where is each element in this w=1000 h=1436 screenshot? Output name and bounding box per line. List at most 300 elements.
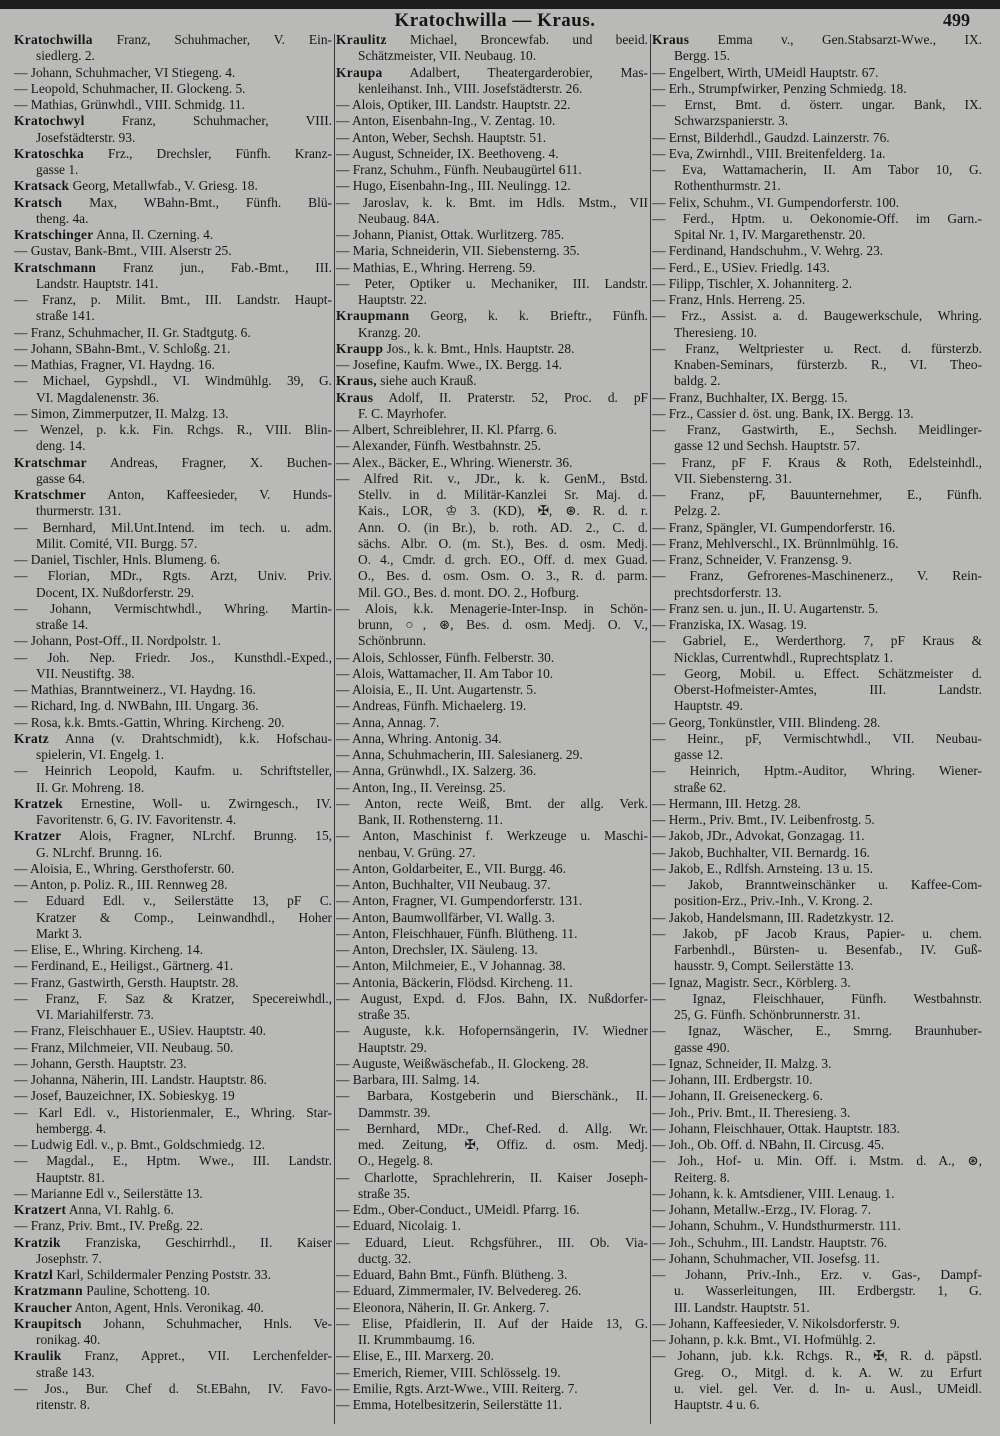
entry-text: — Anna, Whring. Antonig. 34.: [336, 730, 502, 746]
entry-line: [14, 211, 332, 227]
entry-line: [336, 130, 648, 146]
entry-line: [652, 227, 982, 243]
entry-line: [652, 390, 982, 406]
entry-line: [336, 1348, 648, 1364]
entry-line: [652, 373, 982, 389]
entry-line: [336, 503, 648, 519]
entry-text: Ann. O. (in Br.), b. roth. AD. 2., C. d.: [358, 519, 648, 535]
directory-entry: [336, 666, 648, 682]
directory-entry: [14, 113, 332, 146]
entry-surname: Kratschmar: [14, 454, 87, 470]
entry-line: [652, 130, 982, 146]
entry-line: [652, 520, 982, 536]
entry-text: — Aloisia, E., Whring. Gersthoferstr. 60.: [14, 860, 235, 876]
entry-line: [336, 227, 648, 243]
entry-text: — Daniel, Tischler, Hnls. Blumeng. 6.: [14, 552, 221, 567]
entry-line: [14, 1267, 332, 1283]
entry-line: [336, 1251, 648, 1267]
entry-line: [14, 1397, 332, 1413]
entry-text: — Joh., Hof- u. Min. Off. i. Mstm. d. A., ⊛,: [652, 1153, 982, 1169]
entry-text: spielerin, VI. Engelg. 1.: [36, 747, 165, 762]
directory-entry: [14, 292, 332, 325]
entry-line: [336, 1137, 648, 1153]
entry-text: Franz, Schuhmacher, V. Ein-: [116, 32, 332, 47]
entry-line: [14, 65, 332, 81]
entry-text: — Anton, recte Weiß, Bmt. der allg. Verk.: [336, 795, 648, 811]
entry-line: [652, 601, 982, 617]
entry-text: Johann, Schuhmacher, Hnls. Ve-: [103, 1315, 332, 1331]
entry-line: [14, 1332, 332, 1348]
entry-text: — Franz, Gefrorenes-Maschinenerz., V. Rein-: [652, 568, 982, 584]
entry-line: [652, 113, 982, 129]
directory-entry: [336, 276, 648, 309]
entry-text: Knaben-Seminars, fürsterzb. R., VI. Theo-: [674, 357, 982, 372]
entry-text: — August, Schneider, IX. Beethoveng. 4.: [336, 145, 559, 161]
entry-text: — Mathias, Fragner, VI. Haydng. 16.: [14, 357, 215, 372]
directory-entry: [336, 1218, 648, 1234]
entry-text: gasse 64.: [36, 470, 86, 486]
entry-text: — Joh., Ob. Off. d. NBahn, II. Circusg. 45.: [652, 1137, 885, 1152]
entry-line: [336, 1186, 648, 1202]
entry-text: — Eva, Zwirnhdl., VIII. Breitenfelderg. 1a.: [652, 145, 886, 161]
entry-line: [14, 130, 332, 146]
entry-line: [14, 422, 332, 438]
entry-text: prechtsdorferstr. 13.: [674, 584, 782, 600]
entry-text: — Frz., Cassier d. öst. ung. Bank, IX. Bergg. 13.: [652, 405, 914, 421]
entry-line: [652, 1153, 982, 1169]
entry-surname: Kratzik: [14, 1234, 61, 1250]
entry-line: [336, 243, 648, 259]
entry-line: [14, 731, 332, 747]
entry-text: G. NLrchf. Brunng. 16.: [36, 844, 163, 860]
entry-text: Favoritenstr. 6, G. IV. Favoritenstr. 4.: [36, 812, 237, 827]
entry-text: Anton, Kaffeesieder, V. Hunds-: [107, 487, 332, 502]
directory-entry: [14, 520, 332, 553]
entry-line: [14, 276, 332, 292]
directory-entry: [652, 243, 982, 259]
directory-entry: [652, 162, 982, 195]
entry-text: — Andreas, Fünfh. Michaelerg. 19.: [336, 698, 527, 714]
directory-entry: [652, 520, 982, 536]
entry-line: [14, 780, 332, 796]
entry-text: — Filipp, Tischler, X. Johanniterg. 2.: [652, 275, 853, 291]
entry-line: [652, 585, 982, 601]
entry-surname: Kraupp: [336, 340, 384, 356]
directory-entry: [652, 195, 982, 211]
entry-line: [652, 991, 982, 1007]
entry-text: — Franz, pF F. Kraus & Roth, Edelsteinhdl.,: [652, 454, 982, 470]
entry-text: — Charlotte, Sprachlehrerin, II. Kaiser Joseph-: [336, 1169, 648, 1185]
entry-line: [652, 292, 982, 308]
entry-text: VII. Siebensterng. 31.: [674, 470, 792, 486]
directory-entry: [652, 1332, 982, 1348]
entry-line: [336, 520, 648, 536]
directory-entry: [336, 422, 648, 438]
entry-text: — Auguste, Weißwäschefab., II. Glockeng. 28.: [336, 1055, 589, 1071]
entry-line: [652, 146, 982, 162]
directory-entry: [652, 1267, 982, 1316]
entry-text: Schwarzspanierstr. 3.: [674, 113, 789, 129]
directory-entry: [14, 1105, 332, 1138]
entry-line: [652, 325, 982, 341]
entry-text: theng. 4a.: [36, 210, 89, 226]
entry-text: u. viel. gel. Ver. d. In- u. Ausl., UMeidl.: [674, 1380, 982, 1396]
directory-entry: [652, 536, 982, 552]
entry-line: [336, 666, 648, 682]
directory-entry: [336, 942, 648, 958]
entry-text: — Johann, SBahn-Bmt., V. Schloßg. 21.: [14, 340, 231, 356]
entry-line: [336, 747, 648, 763]
entry-line: [652, 1397, 982, 1413]
entry-line: [652, 1056, 982, 1072]
entry-text: — Elise, E., Whring. Kircheng. 14.: [14, 942, 204, 957]
entry-line: [336, 975, 648, 991]
entry-line: [652, 633, 982, 649]
directory-entry: [336, 438, 648, 454]
entry-text: — Georg, Mobil. u. Effect. Schätzmeister d.: [652, 665, 982, 681]
directory-entry: [14, 146, 332, 179]
entry-line: [14, 877, 332, 893]
entry-text: O., Bes. d. osm. Osm. O. 3., R. d. parm.: [358, 568, 648, 584]
entry-text: — Aloisia, E., II. Unt. Augartenstr. 5.: [336, 682, 537, 697]
entry-text: — Anton, Baumwollfärber, VI. Wallg. 3.: [336, 909, 555, 925]
entry-line: [652, 666, 982, 682]
entry-line: [336, 146, 648, 162]
entry-line: [14, 487, 332, 503]
directory-entry: [336, 601, 648, 650]
entry-text: — Richard, Ing. d. NWBahn, III. Ungarg. 36.: [14, 698, 259, 714]
entry-text: — Johanna, Näherin, III. Landstr. Hauptstr. 86.: [14, 1072, 267, 1087]
entry-line: [652, 178, 982, 194]
entry-surname: Kraupa: [336, 64, 383, 80]
directory-entry: [336, 227, 648, 243]
entry-line: [14, 243, 332, 259]
entry-text: — Alois, Schlosser, Fünfh. Felberstr. 30.: [336, 649, 555, 665]
entry-line: [336, 958, 648, 974]
entry-text: — Jakob, Branntweinschänker u. Kaffee-Com-: [652, 877, 982, 892]
directory-entry: [652, 975, 982, 991]
directory-entry: [652, 1348, 982, 1413]
entry-line: [14, 812, 332, 828]
entry-line: [14, 617, 332, 633]
entry-line: [652, 1348, 982, 1364]
entry-surname: Kratschmer: [14, 487, 87, 502]
entry-text: Pauline, Schotteng. 10.: [86, 1283, 211, 1299]
entry-line: [336, 260, 648, 276]
directory-entry: [336, 1397, 648, 1413]
entry-line: [336, 780, 648, 796]
directory-entry: [14, 32, 332, 65]
entry-line: [336, 828, 648, 844]
entry-text: Milit. Comité, VII. Burgg. 57.: [36, 535, 198, 551]
entry-text: F. C. Mayrhofer.: [358, 405, 447, 421]
entry-line: [336, 812, 648, 828]
entry-line: [652, 81, 982, 97]
entry-text: Jos., k. k. Bmt., Hnls. Hauptstr. 28.: [386, 340, 575, 356]
directory-entry: [652, 617, 982, 633]
entry-line: [336, 1397, 648, 1413]
entry-surname: Kratzer: [14, 828, 62, 844]
entry-line: [14, 390, 332, 406]
entry-line: [14, 942, 332, 958]
entry-line: [14, 552, 332, 568]
entry-text: Hauptstr. 81.: [36, 1169, 105, 1185]
entry-text: — Johann, Schuhm., V. Hundsthurmerstr. 111.: [652, 1218, 901, 1234]
entry-text: — Anna, Grünwhdl., IX. Salzerg. 36.: [336, 763, 537, 779]
entry-line: [336, 682, 648, 698]
entry-line: [336, 633, 648, 649]
directory-entry: [14, 731, 332, 764]
directory-entry: [336, 308, 648, 341]
entry-text: — Johann, Schuhmacher, VI Stiegeng. 4.: [14, 64, 236, 80]
directory-entry: [652, 341, 982, 390]
entry-text: ronikag. 40.: [36, 1332, 101, 1347]
entry-text: med. Zeitung, ✠, Offiz. d. osm. Medj.: [358, 1137, 648, 1152]
entry-line: [336, 1121, 648, 1137]
directory-entry: [652, 422, 982, 455]
directory-entry: [652, 1153, 982, 1186]
entry-text: straße 141.: [36, 308, 95, 324]
entry-text: Kranzg. 20.: [358, 324, 421, 340]
entry-text: — Johann, III. Erdbergstr. 10.: [652, 1072, 813, 1087]
entry-line: [14, 1153, 332, 1169]
entry-text: thurmerstr. 131.: [36, 503, 122, 519]
entry-line: [14, 633, 332, 649]
entry-line: [14, 1251, 332, 1267]
entry-text: Andreas, Fragner, X. Buchen-: [109, 454, 332, 470]
directory-entry: [336, 390, 648, 423]
entry-line: [336, 373, 648, 389]
entry-line: [14, 455, 332, 471]
entry-line: [652, 438, 982, 454]
entry-text: straße 62.: [674, 779, 727, 795]
entry-text: Schönbrunn.: [358, 633, 427, 649]
entry-text: Ernestine, Woll- u. Zwirngesch., IV.: [80, 795, 332, 811]
entry-text: — Mathias, E., Whring. Herreng. 59.: [336, 259, 536, 275]
entry-text: — Ferdinand, Handschuhm., V. Wehrg. 23.: [652, 243, 884, 259]
directory-entry: [14, 796, 332, 829]
directory-entry: [336, 97, 648, 113]
entry-surname: Kratzert: [14, 1202, 67, 1217]
entry-line: [14, 471, 332, 487]
entry-line: [336, 601, 648, 617]
entry-line: [652, 211, 982, 227]
directory-entry: [14, 1283, 332, 1299]
entry-text: — Anton, Weber, Sechsh. Hauptstr. 51.: [336, 129, 547, 145]
entry-text: — Franz, Schuhmacher, II. Gr. Stadtgutg. 6.: [14, 324, 251, 340]
entry-text: — Johann, Gersth. Hauptstr. 23.: [14, 1055, 187, 1071]
entry-surname: Kraulitz: [336, 32, 387, 47]
entry-text: — Johann, Pianist, Ottak. Wurlitzerg. 785.: [336, 227, 565, 242]
directory-entry: [652, 1072, 982, 1088]
directory-entry: [652, 1186, 982, 1202]
entry-text: — Elise, E., III. Marxerg. 20.: [336, 1348, 494, 1364]
entry-line: [14, 715, 332, 731]
directory-entry: [336, 861, 648, 877]
entry-text: — Eleonora, Näherin, II. Gr. Ankerg. 7.: [336, 1299, 550, 1315]
entry-text: — Franz, p. Milit. Bmt., III. Landstr. Haupt-: [14, 292, 332, 307]
entry-line: [336, 438, 648, 454]
entry-text: Georg, Metallwfab., V. Griesg. 18.: [72, 178, 258, 194]
directory-entry: [336, 1267, 648, 1283]
entry-text: gasse 12.: [674, 747, 724, 762]
entry-line: [14, 568, 332, 584]
entry-line: [652, 503, 982, 519]
entry-line: [652, 763, 982, 779]
directory-entry: [14, 698, 332, 714]
directory-entry: [336, 178, 648, 194]
entry-line: [14, 227, 332, 243]
entry-line: [652, 698, 982, 714]
entry-text: Michael, Broncewfab. und beeid.: [409, 32, 648, 47]
entry-text: — Alfred Rit. v., JDr., k. k. GenM., Bstd.: [336, 470, 648, 486]
directory-entry: [14, 325, 332, 341]
entry-line: [336, 1267, 648, 1283]
entry-line: [336, 1007, 648, 1023]
entry-text: Bank, II. Rothensterng. 11.: [358, 812, 503, 827]
directory-entry: [652, 926, 982, 975]
entry-text: — Franz, pF, Bauunternehmer, E., Fünfh.: [652, 487, 982, 502]
entry-text: Franz jun., Fab.-Bmt., III.: [122, 259, 332, 275]
entry-line: [652, 828, 982, 844]
entry-text: Docent, IX. Nußdorferstr. 29.: [36, 584, 195, 600]
entry-surname: Kraus: [652, 32, 690, 47]
entry-surname: Kraupmann: [336, 308, 410, 324]
entry-text: kenleihanst. Inh., VIII. Josefstädterstr. 26.: [358, 80, 583, 96]
directory-entry: [336, 1170, 648, 1203]
directory-entry: [652, 146, 982, 162]
entry-text: Frz., Drechsler, Fünfh. Kranz-: [107, 145, 332, 161]
directory-entry: [336, 260, 648, 276]
entry-line: [14, 1170, 332, 1186]
entry-text: — Anna, Annag. 7.: [336, 714, 440, 730]
entry-surname: Kratochwyl: [14, 113, 85, 129]
entry-line: [336, 1218, 648, 1234]
entry-text: — Jakob, pF Jacob Kraus, Papier- u. chem.: [652, 925, 982, 941]
entry-text: — Rosa, k.k. Bmts.-Gattin, Whring. Kircheng. 20.: [14, 714, 285, 730]
entry-line: [652, 747, 982, 763]
entry-line: [336, 585, 648, 601]
directory-entry: [652, 406, 982, 422]
entry-line: [652, 731, 982, 747]
entry-line: [652, 975, 982, 991]
entry-text: hausstr. 9, Compt. Seilerstätte 13.: [674, 958, 855, 974]
directory-entry: [336, 146, 648, 162]
entry-text: VI. Magdalenenstr. 36.: [36, 389, 160, 405]
entry-line: [14, 975, 332, 991]
directory-entry: [336, 32, 648, 65]
entry-text: Rothenthurmstr. 21.: [674, 178, 781, 194]
entry-line: [14, 893, 332, 909]
entry-line: [336, 1381, 648, 1397]
directory-entry: [14, 1381, 332, 1414]
entry-text: deng. 14.: [36, 438, 86, 454]
entry-line: [652, 162, 982, 178]
entry-text: — Ignaz, Magistr. Secr., Körblerg. 3.: [652, 974, 851, 990]
entry-text: ductg. 32.: [358, 1250, 412, 1266]
entry-text: — Anton, p. Poliz. R., III. Rennweg 28.: [14, 877, 228, 892]
entry-line: [14, 1088, 332, 1104]
entry-line: [336, 390, 648, 406]
entry-text: Adolf, II. Praterstr. 52, Proc. d. pF: [388, 389, 649, 405]
entry-text: — Eduard Edl. v., Seilerstätte 13, pF C.: [14, 893, 332, 909]
entry-line: [652, 812, 982, 828]
directory-entry: [652, 1316, 982, 1332]
entry-line: [336, 81, 648, 97]
entry-line: [14, 503, 332, 519]
entry-text: — Alexander, Fünfh. Westbahnstr. 25.: [336, 438, 541, 454]
entry-line: [336, 1202, 648, 1218]
entry-line: [336, 65, 648, 81]
entry-text: Nicklas, Currentwhdl., Ruprechtsplatz 1.: [674, 649, 894, 665]
entry-text: — Jakob, JDr., Advokat, Gonzagag. 11.: [652, 828, 865, 844]
entry-text: — Emma, Hotelbesitzerin, Seilerstätte 11.: [336, 1397, 562, 1412]
directory-entry: [14, 601, 332, 634]
entry-line: [336, 1088, 648, 1104]
entry-text: — Karl Edl. v., Historienmaler, E., Whring. Star-: [14, 1104, 332, 1120]
entry-text: — Franz, Priv. Bmt., IV. Preßg. 22.: [14, 1218, 203, 1234]
directory-entry: [14, 65, 332, 81]
entry-text: — Johann, II. Greiseneckerg. 6.: [652, 1088, 823, 1104]
entry-line: [336, 617, 648, 633]
entry-line: [14, 1137, 332, 1153]
entry-text: — Franz, Mehlverschl., IX. Brünnlmühlg. 16.: [652, 535, 899, 551]
entry-line: [652, 1186, 982, 1202]
entry-line: [336, 325, 648, 341]
entry-line: [336, 211, 648, 227]
entry-line: [336, 1365, 648, 1381]
entry-line: [336, 650, 648, 666]
entry-line: [14, 97, 332, 113]
directory-entry: [652, 32, 982, 65]
entry-text: — Felix, Schuhm., VI. Gumpendorferstr. 100.: [652, 194, 900, 210]
entry-line: [336, 1170, 648, 1186]
directory-entry: [14, 1137, 332, 1153]
entry-line: [14, 32, 332, 48]
directory-entry: [14, 406, 332, 422]
directory-entry: [652, 97, 982, 130]
entry-text: — Josef, Bauzeichner, IX. Sobieskyg. 19: [14, 1088, 235, 1104]
entry-line: [14, 698, 332, 714]
scan-top-edge: [0, 0, 1000, 9]
directory-entry: [336, 1121, 648, 1170]
entry-line: [336, 422, 648, 438]
entry-text: Theresieng. 10.: [674, 324, 757, 340]
entry-text: — Hermann, III. Hetzg. 28.: [652, 795, 801, 811]
entry-line: [14, 1300, 332, 1316]
entry-text: — Joh. Nep. Friedr. Jos., Kunsthdl.-Exped.,: [14, 649, 332, 665]
entry-line: [336, 926, 648, 942]
entry-text: — Barbara, Kostgeberin und Bierschänk., II.: [336, 1088, 648, 1104]
entry-text: — Ignaz, Schneider, II. Malzg. 3.: [652, 1055, 832, 1071]
entry-line: [336, 1283, 648, 1299]
entry-text: — Johann, Post-Off., II. Nordpolstr. 1.: [14, 633, 221, 649]
entry-text: — Jaroslav, k. k. Bmt. im Hdls. Mstm., VII: [336, 194, 648, 210]
entry-text: — Bernhard, Mil.Unt.Intend. im tech. u. adm.: [14, 519, 332, 535]
entry-line: [336, 1105, 648, 1121]
entry-line: [652, 893, 982, 909]
entry-line: [336, 292, 648, 308]
entry-text: — Franz, Schneider, V. Franzensg. 9.: [652, 552, 852, 567]
entry-text: — Frz., Assist. a. d. Baugewerkschule, Whring.: [652, 308, 982, 324]
entry-line: [336, 698, 648, 714]
entry-text: — Mathias, Grünwhdl., VIII. Schmidg. 11.: [14, 97, 245, 112]
page-title: Kratochwilla — Kraus.: [394, 10, 596, 31]
entry-line: [14, 260, 332, 276]
directory-entry: [14, 958, 332, 974]
entry-surname: Kratschmann: [14, 259, 97, 275]
directory-entry: [14, 1202, 332, 1218]
